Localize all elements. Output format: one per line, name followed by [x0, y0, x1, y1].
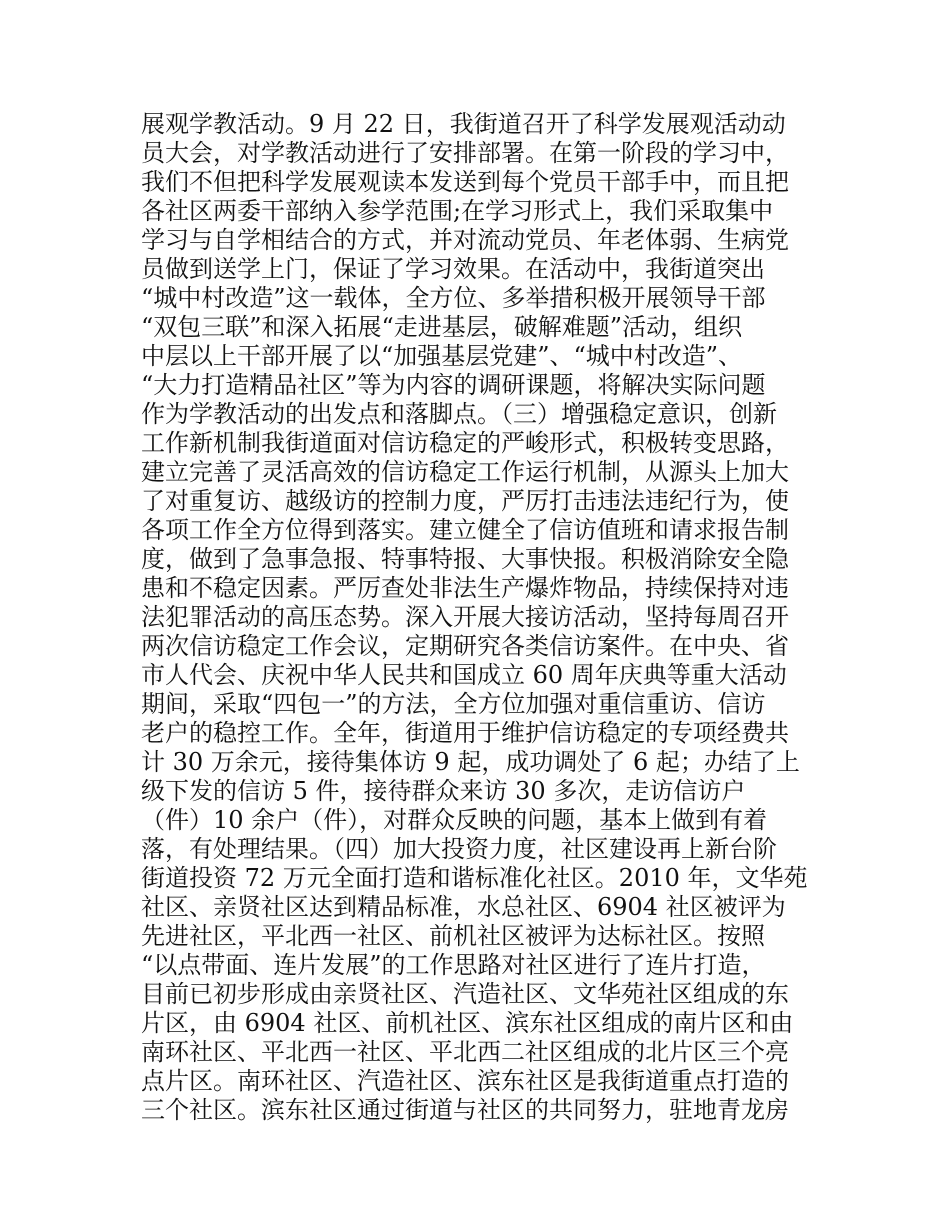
- text-line: 级下发的信访 5 件，接待群众来访 30 多次，走访信访户: [141, 777, 746, 805]
- text-line: 各社区两委干部纳入参学范围;在学习形式上，我们采取集中: [141, 197, 774, 225]
- text-line: 街道投资 72 万元全面打造和谐标准化社区。2010 年，文华苑: [141, 864, 808, 892]
- text-line: 两次信访稳定工作会议，定期研究各类信访案件。在中央、省: [141, 632, 789, 660]
- text-line: 落，有处理结果。（四）加大投资力度，社区建设再上新台阶: [141, 835, 777, 863]
- text-line: 法犯罪活动的高压态势。深入开展大接访活动，坚持每周召开: [141, 603, 789, 631]
- text-line: “大力打造精品社区”等为内容的调研课题，将解决实际问题: [141, 371, 766, 399]
- text-line: 学习与自学相结合的方式，并对流动党员、年老体弱、生病党: [141, 226, 789, 254]
- text-line: 展观学教活动。9 月 22 日，我街道召开了科学发展观活动动: [141, 110, 786, 138]
- text-line: 目前已初步形成由亲贤社区、汽造社区、文华苑社区组成的东: [141, 980, 789, 1008]
- text-line: 员做到送学上门，保证了学习效果。在活动中，我街道突出: [141, 255, 765, 283]
- text-line: 度，做到了急事急报、特事特报、大事快报。积极消除安全隐: [141, 545, 789, 573]
- text-line: 片区，由 6904 社区、前机社区、滨东社区组成的南片区和由: [141, 1009, 794, 1037]
- text-line: 中层以上干部开展了以“加强基层党建”、“城中村改造”、: [141, 342, 743, 370]
- text-line: 计 30 万余元，接待集体访 9 起，成功调处了 6 起；办结了上: [141, 748, 800, 776]
- text-line: 期间，采取“四包一”的方法，全方位加强对重信重访、信访: [141, 690, 766, 718]
- text-line: 南环社区、平北西一社区、平北西二社区组成的北片区三个亮: [141, 1038, 789, 1066]
- text-line: 三个社区。滨东社区通过街道与社区的共同努力，驻地青龙房: [141, 1096, 789, 1124]
- text-line: 先进社区，平北西一社区、前机社区被评为达标社区。按照: [141, 922, 765, 950]
- body-text: [141, 110, 821, 1125]
- text-line: 作为学教活动的出发点和落脚点。（三）增强稳定意识，创新: [141, 400, 777, 428]
- text-line: 工作新机制我街道面对信访稳定的严峻形式，积极转变思路，: [141, 429, 789, 457]
- text-line: 市人代会、庆祝中华人民共和国成立 60 周年庆典等重大活动: [141, 661, 787, 689]
- text-line: 患和不稳定因素。严厉查处非法生产爆炸物品，持续保持对违: [141, 574, 789, 602]
- text-line: 老户的稳控工作。全年，街道用于维护信访稳定的专项经费共: [141, 719, 789, 747]
- text-line: 了对重复访、越级访的控制力度，严厉打击违法违纪行为，使: [141, 487, 789, 515]
- text-line: 点片区。南环社区、汽造社区、滨东社区是我街道重点打造的: [141, 1067, 789, 1095]
- text-line: “以点带面、连片发展”的工作思路对社区进行了连片打造，: [141, 951, 766, 979]
- text-line: “双包三联”和深入拓展“走进基层，破解难题”活动，组织: [141, 313, 743, 341]
- text-line: 建立完善了灵活高效的信访稳定工作运行机制，从源头上加大: [141, 458, 789, 486]
- text-line: “城中村改造”这一载体，全方位、多举措积极开展领导干部: [141, 284, 766, 312]
- text-line: 我们不但把科学发展观读本发送到每个党员干部手中，而且把: [141, 168, 789, 196]
- text-line: 各项工作全方位得到落实。建立健全了信访值班和请求报告制: [141, 516, 789, 544]
- text-line: 社区、亲贤社区达到精品标准，水总社区、6904 社区被评为: [141, 893, 786, 921]
- text-line: 员大会，对学教活动进行了安排部署。在第一阶段的学习中，: [141, 139, 789, 167]
- text-line: （件）10 余户（件），对群众反映的问题，基本上做到有着: [141, 806, 768, 834]
